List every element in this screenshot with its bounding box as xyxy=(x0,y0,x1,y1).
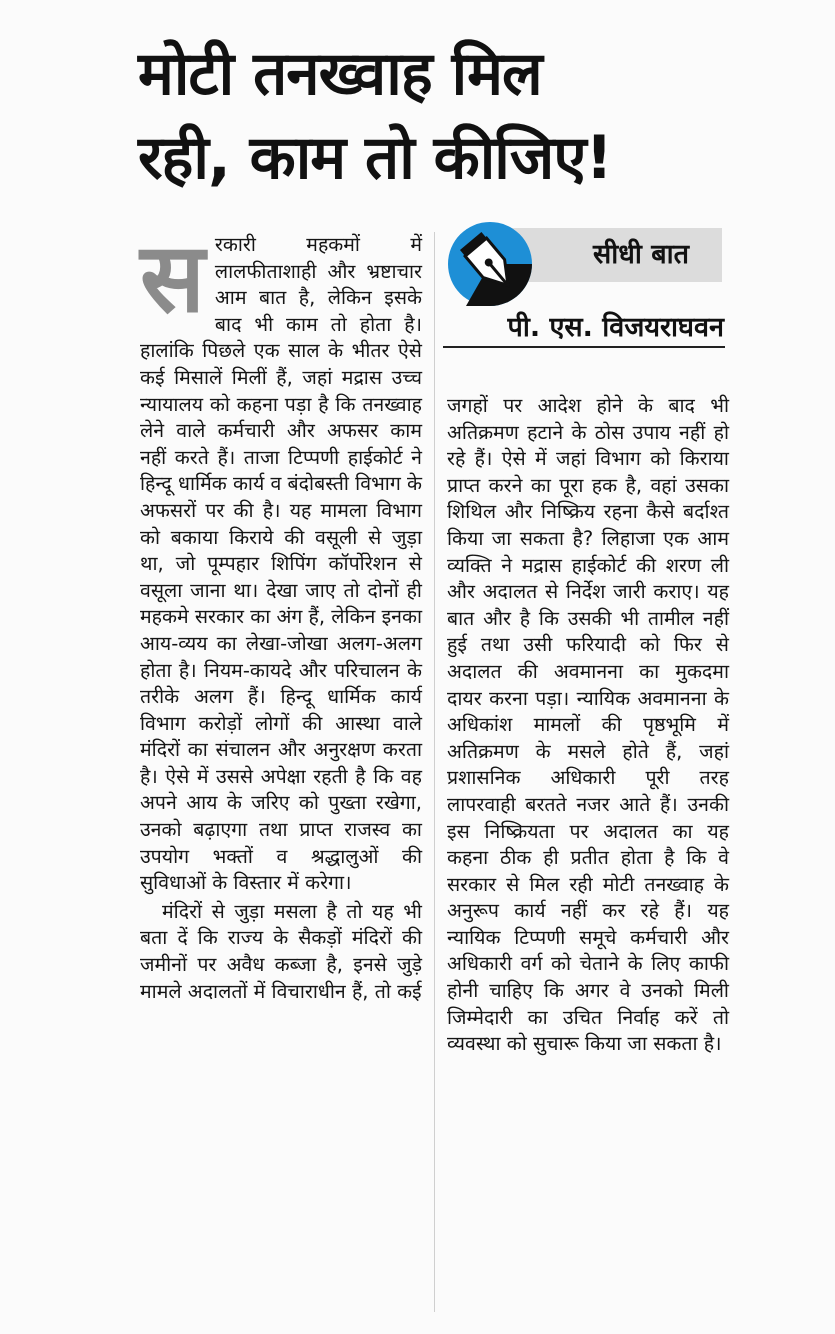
fountain-pen-nib-icon xyxy=(446,220,534,308)
article-column-left xyxy=(140,221,422,1005)
headline-line-2: रही, काम तो कीजिए! xyxy=(138,123,612,193)
article-paragraph-2: मंदिरों से जुड़ा मसला है तो यह भी बता दें कि राज्य के सैकड़ों मंदिरों की जमीनों पर अवैध कब्जा है, इनसे जुड़े मामले अदालतों में विचाराधीन हैं, तो कई xyxy=(140,899,422,1003)
drop-cap: स xyxy=(140,221,205,334)
headline-line-1: मोटी तनख्वाह मिल xyxy=(138,39,542,109)
author-byline: पी. एस. विजयराघवन xyxy=(507,312,724,343)
article-column-right xyxy=(447,393,729,1058)
column-name: सीधी बात xyxy=(592,239,690,270)
article-paragraph-3: जगहों पर आदेश होने के बाद भी अतिक्रमण हटाने के ठोस उपाय नहीं हो रहे हैं। ऐसे में जहां विभाग को किराया प्राप्त करने का पूरा हक है, वहां उसका शिथिल और निष्क्रिय रहना कैसे बर्दाश्त किया जा सकता है? लिहाजा एक आम व्यक्ति ने मद्रास हाईकोर्ट की शरण ली और अदालत से निर्देश जारी कराए। यह बात और है कि उसकी भी तामील नहीं हुई तथा उसी फरियादी को फिर से अदालत की अवमानना का मुकदमा दायर करना पड़ा। न्यायिक अवमानना के अधिकांश मामलों की पृष्ठभूमि में अतिक्रमण के मसले होते हैं, जहां प्रशासनिक अधिकारी पूरी तरह लापरवाही बरतते नजर आते हैं। उनकी इस निष्क्रियता पर अदालत का यह कहना ठीक ही प्रतीत होता है कि वे सरकार से मिल रही मोटी तनख्वाह के अनुरूप कार्य नहीं कर रहे हैं। यह न्यायिक टिप्पणी समूचे कर्मचारी और अधिकारी वर्ग को चेताने के लिए काफी होनी चाहिए कि अगर वे उनको मिली जिम्मेदारी का उचित निर्वाह करें तो व्यवस्था को सुचारू किया जा सकता है। xyxy=(447,394,729,1056)
byline-rule xyxy=(443,346,725,348)
column-divider xyxy=(434,232,435,1312)
article-paragraph-1: रकारी महकमों में लालफीताशाही और भ्रष्टाचार आम बात है, लेकिन इसके बाद भी काम तो होता है। हालांकि पिछले एक साल के भीतर ऐसे कई मिसालें मिलीं हैं, जहां मद्रास उच्च न्यायालय को कहना पड़ा है कि तनख्वाह लेने वाले कर्मचारी और अफसर काम नहीं करते हैं। ताजा टिप्पणी हाईकोर्ट ने हिन्दू धार्मिक कार्य व बंदोबस्ती विभाग के अफसरों पर की है। यह मामला विभाग को बकाया किराये की वसूली से जुड़ा था, जो पूम्पहार शिपिंग कॉर्पोरेशन से वसूला जाना था। देखा जाए तो दोनों ही महकमे सरकार का अंग हैं, लेकिन इनका आय-व्यय का लेखा-जोखा अलग-अलग होता है। नियम-कायदे और परिचालन के तरीके अलग हैं। हिन्दू धार्मिक कार्य विभाग करोड़ों लोगों की आस्था वाले मंदिरों का संचालन और अनुरक्षण करता है। ऐसे में उससे अपेक्षा रहती है कि वह अपने आय के जरिए को पुख्ता रखेगा, उनको बढ़ाएगा तथा प्राप्त राजस्व का उपयोग भक्तों व श्रद्धालुओं की सुविधाओं के विस्तार में करेगा। xyxy=(140,233,422,895)
headline xyxy=(138,32,698,200)
